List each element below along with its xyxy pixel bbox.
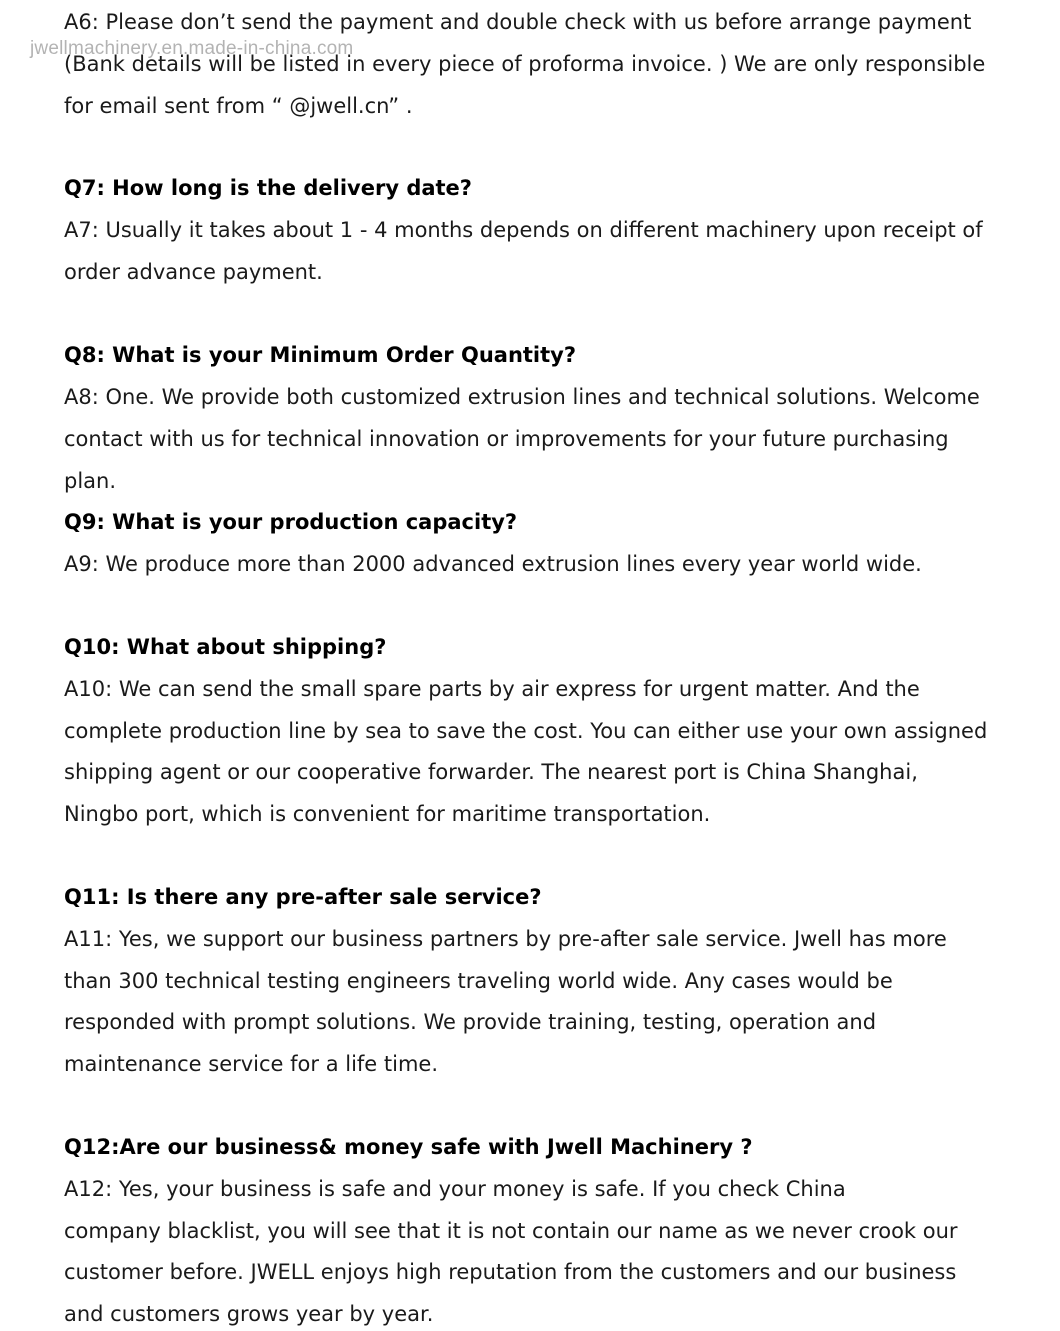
answer-8-line-3: plan. xyxy=(64,469,117,493)
question-7: Q7: How long is the delivery date? xyxy=(64,176,472,200)
question-9: Q9: What is your production capacity? xyxy=(64,510,518,534)
answer-9-line-1: A9: We produce more than 2000 advanced extrusion lines every year world wide. xyxy=(64,552,922,576)
question-12: Q12:Are our business& money safe with Jwell Machinery ? xyxy=(64,1135,753,1159)
answer-10-line-4: Ningbo port, which is convenient for maritime transportation. xyxy=(64,802,711,826)
answer-6-line-2: (Bank details will be listed in every piece of proforma invoice. ) We are only responsible xyxy=(64,52,986,76)
answer-11-line-4: maintenance service for a life time. xyxy=(64,1052,439,1076)
answer-11-line-3: responded with prompt solutions. We provide training, testing, operation and xyxy=(64,1010,877,1034)
question-10: Q10: What about shipping? xyxy=(64,635,387,659)
answer-6-line-3: for email sent from “ @jwell.cn” . xyxy=(64,94,413,118)
answer-8-line-2: contact with us for technical innovation or improvements for your future purchasing xyxy=(64,427,949,451)
answer-11-line-1: A11: Yes, we support our business partners by pre-after sale service. Jwell has more xyxy=(64,927,947,951)
answer-6-line-1: A6: Please don’t send the payment and double check with us before arrange payment xyxy=(64,10,972,34)
question-8: Q8: What is your Minimum Order Quantity? xyxy=(64,343,577,367)
answer-10-line-1: A10: We can send the small spare parts by air express for urgent matter. And the xyxy=(64,677,920,701)
answer-12-line-1: A12: Yes, your business is safe and your money is safe. If you check China xyxy=(64,1177,846,1201)
answer-12-line-2: company blacklist, you will see that it is not contain our name as we never crook our xyxy=(64,1219,958,1243)
answer-7-line-1: A7: Usually it takes about 1 - 4 months depends on different machinery upon receipt of xyxy=(64,218,983,242)
answer-11-line-2: than 300 technical testing engineers traveling world wide. Any cases would be xyxy=(64,969,893,993)
answer-7-line-2: order advance payment. xyxy=(64,260,323,284)
answer-12-line-3: customer before. JWELL enjoys high reputation from the customers and our business xyxy=(64,1260,957,1284)
answer-10-line-2: complete production line by sea to save the cost. You can either use your own assigned xyxy=(64,719,988,743)
answer-10-line-3: shipping agent or our cooperative forwarder. The nearest port is China Shanghai, xyxy=(64,760,918,784)
answer-12-line-4: and customers grows year by year. xyxy=(64,1302,434,1326)
question-11: Q11: Is there any pre-after sale service? xyxy=(64,885,542,909)
answer-8-line-1: A8: One. We provide both customized extrusion lines and technical solutions. Welcome xyxy=(64,385,980,409)
watermark: jwellmachinery.en.made-in-china.com xyxy=(30,38,354,59)
